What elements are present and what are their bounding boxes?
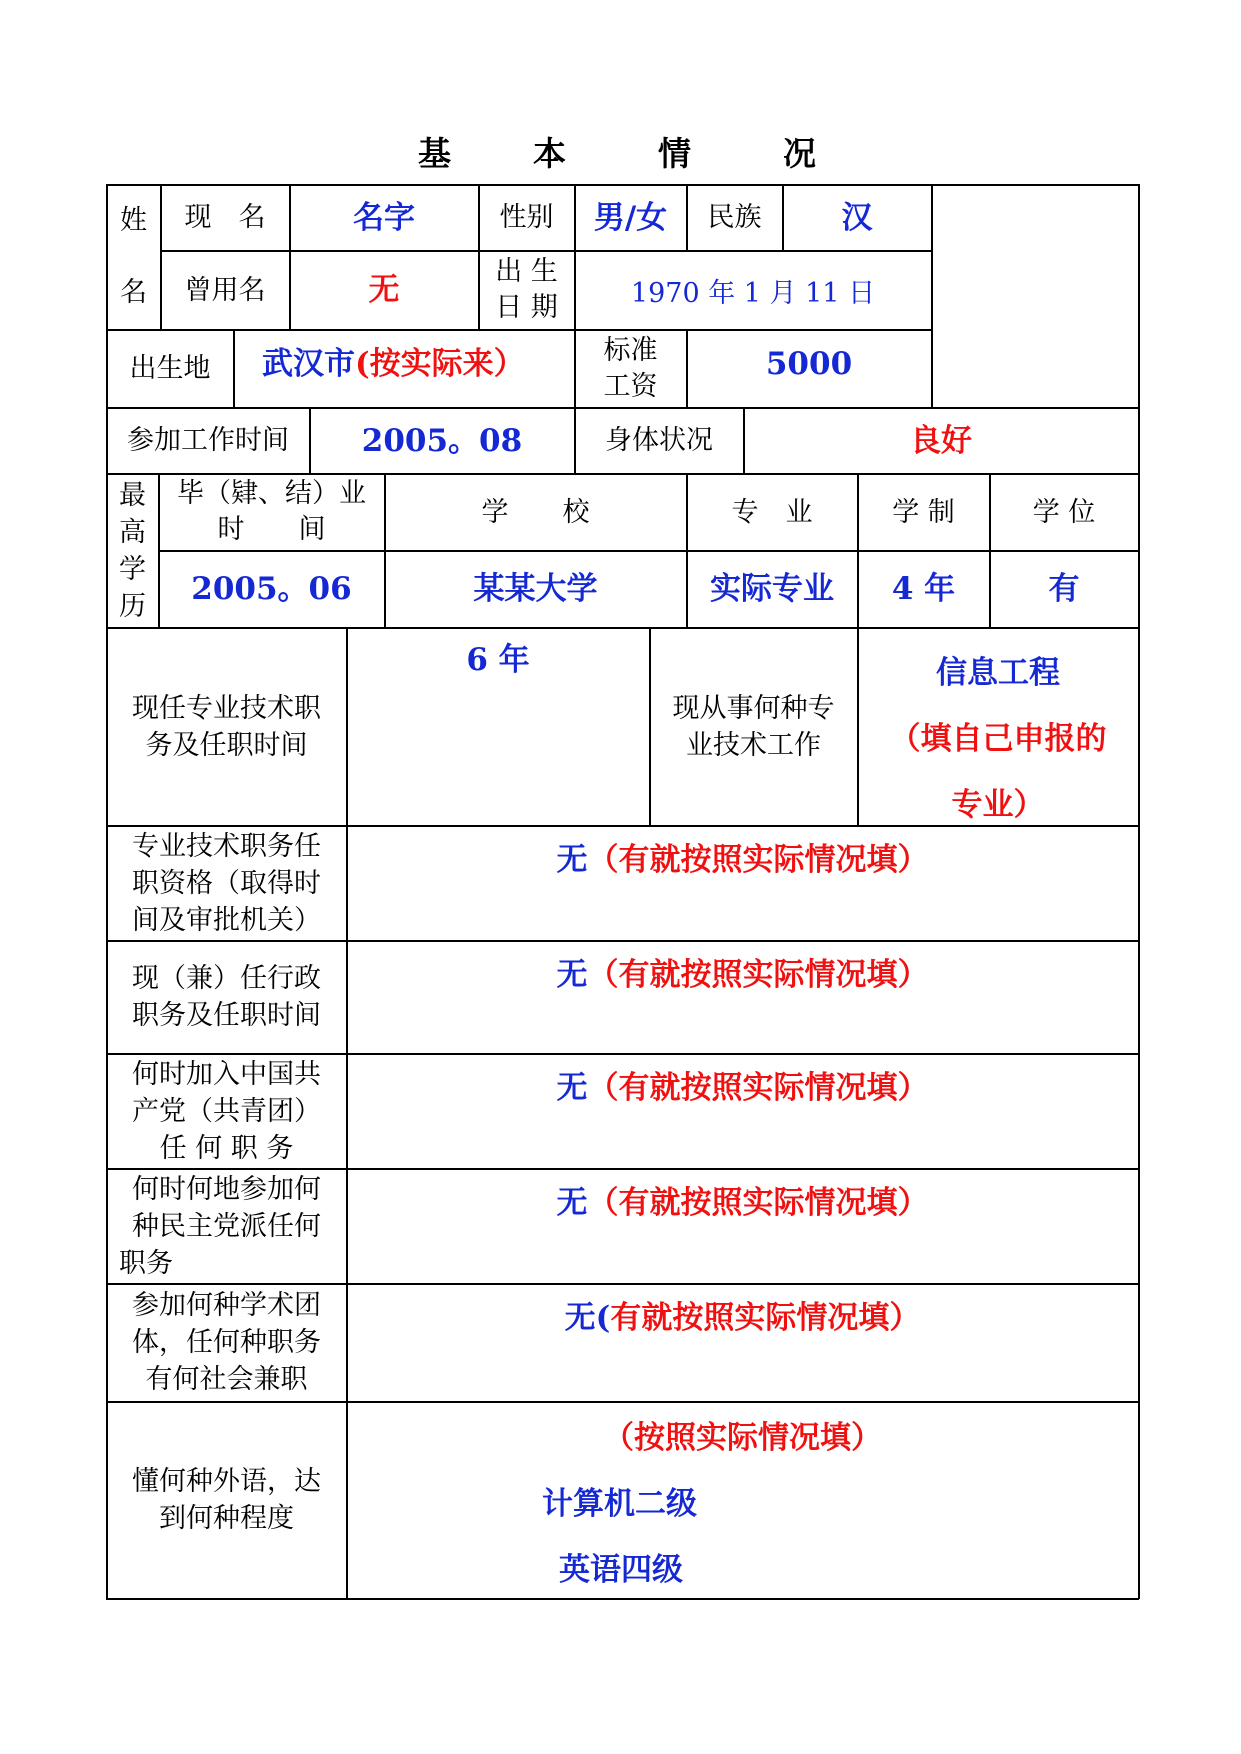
ethnicity-value: 汉 (841, 199, 873, 236)
gender-label: 性别 (499, 202, 554, 233)
school-value: 某某大学 (473, 571, 598, 607)
degree-value: 有 (1048, 571, 1080, 607)
former-name-label: 曾用名 (184, 274, 266, 306)
academic-label: 参加何种学术团 体，任何种职务 有何社会兼职 (132, 1290, 321, 1395)
birth-date-label: 出 生 日 期 (495, 256, 558, 323)
birthplace-value: 武汉市 (按实际来） (262, 346, 525, 382)
democratic-party-label: 何时何地参加何 种民主党派任何 职务 (119, 1173, 321, 1279)
current-title-label: 现任专业技术职 务及任职时间 (132, 692, 321, 761)
major-value: 实际专业 (710, 571, 834, 607)
specialty-work-value: 信息工程 （填自己申报的 专业） (889, 655, 1107, 823)
gender-value: 男/女 (593, 199, 668, 236)
specialty-work-label: 现从事何种专 业技术工作 (672, 692, 835, 761)
education-label: 最 高 学 历 (119, 479, 146, 622)
duration-value: 4 年 (891, 571, 956, 607)
qualification-value: 无 （有就按照实际情况填） (556, 842, 929, 878)
qualification-label: 专业技术职务任 职资格（取得时 间及审批机关） (132, 830, 321, 936)
salary-value: 5000 (765, 346, 853, 382)
title-char: 本 (533, 134, 566, 173)
party-value: 无 （有就按照实际情况填） (556, 1070, 929, 1106)
degree-label: 学 位 (1032, 496, 1096, 528)
work-start-label: 参加工作时间 (127, 425, 289, 456)
ethnicity-label: 民族 (707, 202, 762, 233)
title-char: 基 (418, 134, 451, 173)
title-char: 情 (658, 134, 691, 173)
school-label: 学 校 (481, 496, 590, 528)
major-label: 专 业 (731, 496, 813, 528)
name-section-label: 姓 名 (120, 205, 147, 308)
current-name-value: 名字 (353, 199, 415, 236)
current-title-value: 6 年 (466, 642, 530, 678)
former-name-value: 无 (368, 272, 400, 308)
health-label: 身体状况 (605, 425, 713, 456)
birthplace-label: 出生地 (129, 353, 211, 384)
language-label: 懂何种外语，达 到何种程度 (132, 1466, 321, 1534)
salary-label: 标准 工资 (603, 334, 658, 402)
health-value: 良好 (910, 422, 972, 459)
academic-value: 无( 有就按照实际情况填） (564, 1300, 921, 1336)
current-name-label: 现 名 (184, 202, 266, 233)
language-value: （按照实际情况填） 计算机二级 英语四级 (542, 1420, 882, 1588)
democratic-party-value: 无 （有就按照实际情况填） (556, 1185, 929, 1221)
birth-date-value: 1970 年 1 月 11 日 (630, 277, 876, 309)
admin-post-value: 无 （有就按照实际情况填） (556, 957, 929, 993)
duration-label: 学 制 (892, 496, 955, 528)
work-start-value: 2005。08 (361, 422, 523, 459)
grad-time-value: 2005。06 (191, 571, 352, 607)
title-char: 况 (783, 134, 816, 173)
grad-time-label: 毕（肄、结）业 时 间 (177, 478, 366, 545)
admin-post-label: 现（兼）任行政 职务及任职时间 (132, 963, 321, 1031)
party-label: 何时加入中国共 产党（共青团） 任 何 职 务 (132, 1058, 321, 1164)
